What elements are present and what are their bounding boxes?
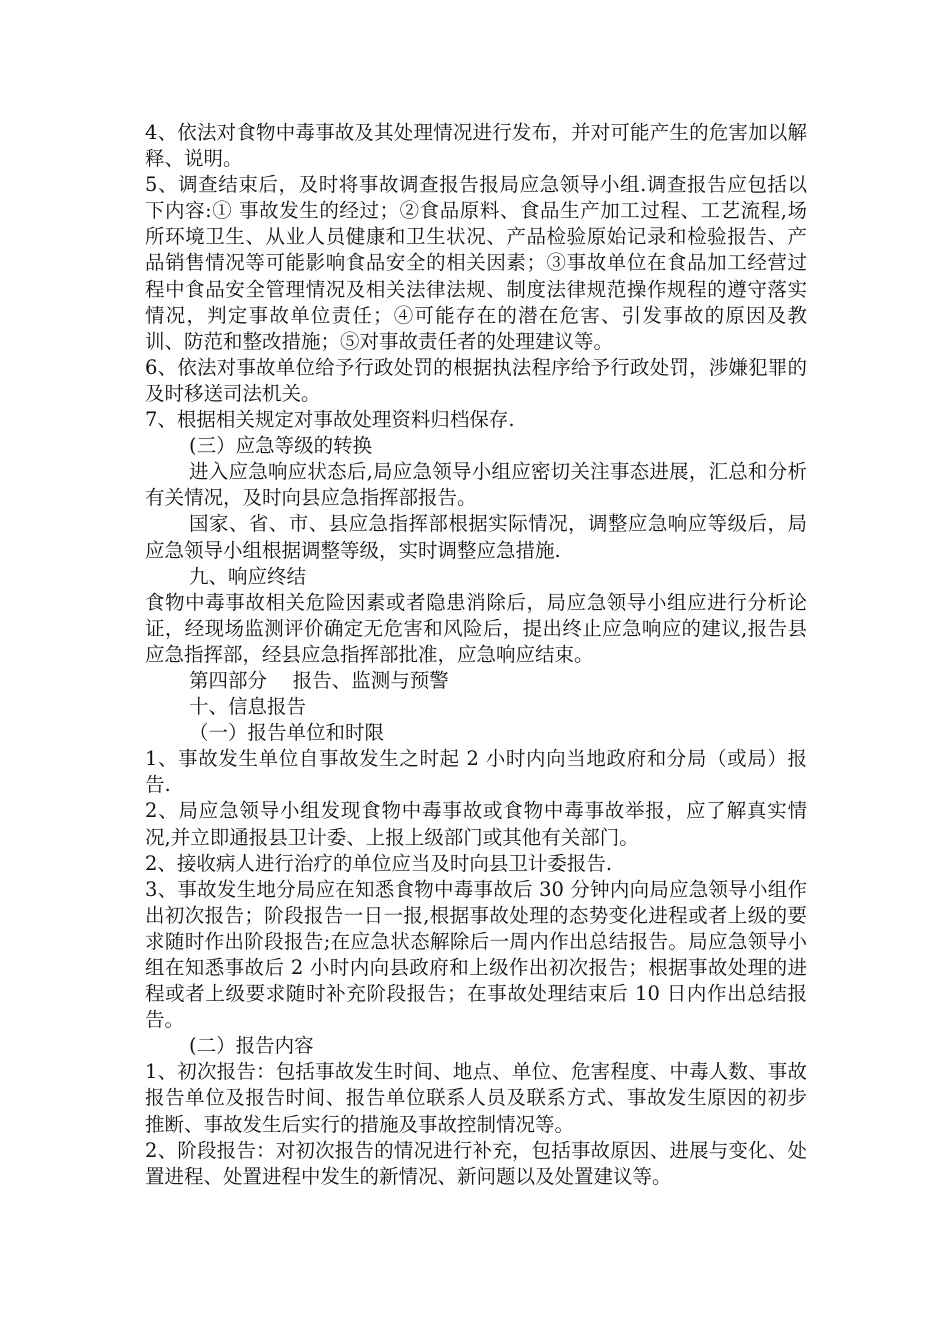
paragraph-report-item-1: 1、事故发生单位自事故发生之时起 2 小时内向当地政府和分局（或局）报告. [145, 747, 807, 797]
paragraph-content-item-1: 1、初次报告：包括事故发生时间、地点、单位、危害程度、中毒人数、事故报告单位及报告时间、报告单位联系人员及联系方式、事故发生原因的初步推断、事故发生后实行的措施及事故控制情况等。 [145, 1060, 807, 1136]
paragraph-report-item-3: 3、事故发生地分局应在知悉食物中毒事故后 30 分钟内向局应急领导小组作出初次报告；阶段报告一日一报,根据事故处理的态势变化进程或者上级的要求随时作出阶段报告;在应急状态解除后一周内作出总结报告。局应急领导小组在知悉事故后 2 小时内向县政府和上级作出初次报告；根据事故处理的进程或者上级要求随时补充阶段报告；在事故处理结束后 10 日内作出总结报告。 [145, 877, 807, 1032]
paragraph-report-item-2b: 2、接收病人进行治疗的单位应当及时向县卫计委报告. [145, 851, 613, 875]
paragraph-response-termination: 食物中毒事故相关危险因素或者隐患消除后，局应急领导小组应进行分析论证，经现场监测评价确定无危害和风险后，提出终止应急响应的建议,报告县应急指挥部，经县应急指挥部批准，应急响应结束。 [145, 590, 807, 666]
paragraph-item-4-publish: 4、依法对食物中毒事故及其处理情况进行发布，并对可能产生的危害加以解释、说明。 [145, 121, 807, 171]
section-heading-response-termination: 九、响应终结 [189, 564, 307, 588]
section-heading-information-report: 十、信息报告 [189, 695, 307, 719]
paragraph-level-conversion-1: 进入应急响应状态后,局应急领导小组应密切关注事态进展，汇总和分析有关情况，及时向县应急指挥部报告。 [145, 460, 807, 510]
document-body [145, 120, 807, 1190]
part-heading-four: 第四部分 报告、监测与预警 [189, 668, 449, 692]
paragraph-item-7-archive: 7、根据相关规定对事故处理资料归档保存. [145, 408, 515, 432]
subsection-heading-report-content: (二）报告内容 [189, 1034, 314, 1058]
section-heading-level-conversion: (三）应急等级的转换 [189, 434, 373, 458]
subsection-heading-report-units: （一）报告单位和时限 [189, 721, 385, 745]
paragraph-report-item-2a: 2、局应急领导小组发现食物中毒事故或食物中毒事故举报，应了解真实情况,并立即通报县卫计委、上报上级部门或其他有关部门。 [145, 799, 807, 849]
paragraph-content-item-2: 2、阶段报告：对初次报告的情况进行补充，包括事故原因、进展与变化、处置进程、处置进程中发生的新情况、新问题以及处置建议等。 [145, 1138, 807, 1188]
paragraph-item-6-penalty: 6、依法对事故单位给予行政处罚的根据执法程序给予行政处罚，涉嫌犯罪的及时移送司法机关。 [145, 355, 807, 405]
paragraph-item-5-investigation-report: 5、调查结束后，及时将事故调查报告报局应急领导小组.调查报告应包括以下内容:① 事故发生的经过；②食品原料、食品生产加工过程、工艺流程,场所环境卫生、从业人员健康和卫生状况、产品检验原始记录和检验报告、产品销售情况等可能影响食品安全的相关因素；③事故单位在食品加工经营过程中食品安全管理情况及相关法律法规、制度法律规范操作规程的遵守落实情况，判定事故单位责任；④可能存在的潜在危害、引发事故的原因及教训、防范和整改措施；⑤对事故责任者的处理建议等。 [145, 173, 807, 353]
paragraph-level-conversion-2: 国家、省、市、县应急指挥部根据实际情况，调整应急响应等级后，局应急领导小组根据调整等级，实时调整应急措施. [145, 512, 807, 562]
